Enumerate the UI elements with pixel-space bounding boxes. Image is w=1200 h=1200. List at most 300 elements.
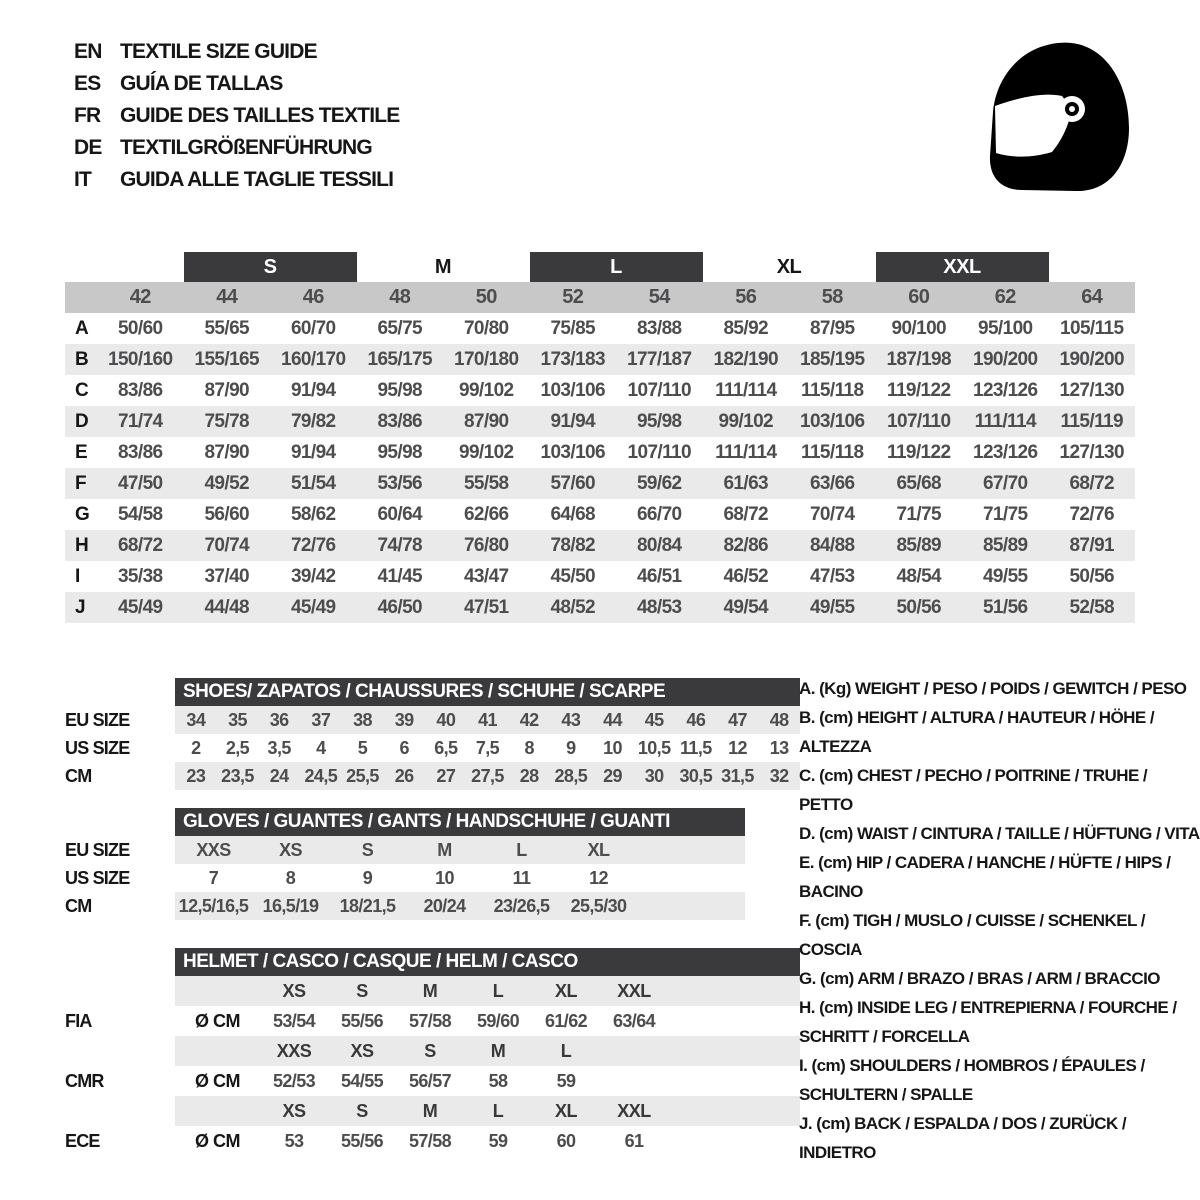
helmet-size-label: S — [356, 1100, 368, 1121]
measurement-value: 71/75 — [982, 503, 1028, 525]
measurement-value: 39/42 — [290, 565, 336, 587]
gloves-table-title: GLOVES / GUANTES / GANTS / HANDSCHUHE / GUANTI — [175, 808, 745, 836]
size-value: 7 — [208, 867, 219, 888]
helmet-value-row — [65, 1126, 800, 1156]
helmet-size-label: M — [490, 1040, 506, 1061]
size-value: 24 — [269, 765, 289, 786]
measurement-value: 74/78 — [377, 534, 423, 556]
measurement-value: 91/94 — [290, 379, 336, 401]
helmet-size-label: L — [560, 1040, 572, 1061]
measurement-value: 85/89 — [896, 534, 942, 556]
helmet-size-label: XL — [554, 1100, 577, 1121]
gloves-size-table — [65, 808, 745, 920]
helmet-size-value: 59 — [556, 1070, 576, 1091]
standard-label: FIA — [65, 1010, 92, 1031]
size-value: 37 — [311, 709, 331, 730]
measurement-value: 35/38 — [117, 565, 163, 587]
row-letter: G — [75, 503, 90, 525]
measurement-value: 170/180 — [454, 348, 519, 370]
helmet-size-value: 52/53 — [272, 1070, 316, 1091]
measurement-value: 83/86 — [377, 410, 423, 432]
measurement-row — [65, 561, 1135, 592]
measurement-row — [65, 530, 1135, 561]
size-column-header: 60 — [908, 286, 930, 308]
measurement-value: 84/88 — [809, 534, 855, 556]
helmet-size-value: 58 — [488, 1070, 508, 1091]
measurement-value: 83/86 — [117, 441, 163, 463]
measurement-value: 70/74 — [809, 503, 855, 525]
measurement-value: 107/110 — [627, 379, 691, 401]
size-row — [65, 706, 800, 734]
size-group-label: S — [184, 252, 357, 282]
size-value: 6,5 — [434, 737, 458, 758]
measurement-row — [65, 375, 1135, 406]
size-value: 39 — [394, 709, 414, 730]
measurement-value: 55/58 — [463, 472, 509, 494]
row-label: EU SIZE — [65, 839, 130, 860]
measurement-value: 59/62 — [636, 472, 682, 494]
measurement-value: 65/68 — [896, 472, 942, 494]
size-value: 11 — [512, 867, 531, 888]
size-value: 12 — [589, 867, 608, 888]
helmet-table-title: HELMET / CASCO / CASQUE / HELM / CASCO — [175, 948, 800, 976]
measurement-value: 49/55 — [982, 565, 1028, 587]
size-value: 11,5 — [680, 737, 712, 758]
language-row — [74, 100, 399, 132]
size-value: 42 — [519, 709, 539, 730]
shoes-table-title: SHOES/ ZAPATOS / CHAUSSURES / SCHUHE / SCARPE — [175, 678, 800, 706]
measurement-value: 87/91 — [1069, 534, 1115, 556]
size-value: 7,5 — [475, 737, 500, 758]
measurement-value: 63/66 — [809, 472, 855, 494]
row-letter: C — [75, 379, 89, 401]
size-value: 36 — [269, 709, 289, 730]
size-value: 44 — [603, 709, 622, 730]
size-value: 16,5/19 — [262, 895, 319, 916]
size-column-header: 42 — [129, 286, 151, 308]
legend-item: I. (cm) SHOULDERS / HOMBROS / ÉPAULES / SCHULTERN / SPALLE — [799, 1056, 1145, 1104]
size-value: 47 — [728, 709, 747, 730]
measurement-value: 47/53 — [809, 565, 855, 587]
measurement-value: 49/52 — [204, 472, 250, 494]
size-value: 30,5 — [679, 765, 713, 786]
measurement-row — [65, 313, 1135, 344]
measurement-value: 87/90 — [204, 441, 250, 463]
measurement-value: 72/76 — [1069, 503, 1115, 525]
helmet-size-value: 59/60 — [476, 1010, 520, 1031]
helmet-size-label: M — [422, 980, 438, 1001]
row-letter: A — [75, 317, 89, 339]
measurement-value: 71/75 — [896, 503, 942, 525]
racing-helmet-icon — [982, 38, 1134, 198]
size-value: 24,5 — [304, 765, 338, 786]
measurement-value: 119/122 — [887, 441, 951, 463]
helmet-size-label: S — [356, 980, 368, 1001]
helmet-size-value: 59 — [488, 1130, 508, 1151]
helmet-size-table — [65, 948, 800, 1156]
language-code: DE — [74, 136, 102, 159]
measurement-value: 75/78 — [204, 410, 250, 432]
measurement-value: 53/56 — [377, 472, 423, 494]
size-value: 23/26,5 — [493, 895, 550, 916]
measurement-value: 87/90 — [463, 410, 509, 432]
measurement-value: 91/94 — [550, 410, 596, 432]
helmet-size-value: 55/56 — [340, 1130, 384, 1151]
legend-item: H. (cm) INSIDE LEG / ENTREPIERNA / FOURCHE / SCHRITT / FORCELLA — [799, 998, 1177, 1046]
language-title-list — [74, 36, 399, 196]
size-value: 28,5 — [554, 765, 588, 786]
language-row — [74, 68, 399, 100]
measurement-value: 49/55 — [809, 596, 855, 618]
legend-item: J. (cm) BACK / ESPALDA / DOS / ZURÜCK / INDIETRO — [799, 1114, 1127, 1162]
size-value: 23,5 — [221, 765, 254, 786]
measurement-value: 72/76 — [290, 534, 336, 556]
measurement-value: 123/126 — [973, 441, 1038, 463]
size-row — [65, 762, 800, 790]
legend-item: C. (cm) CHEST / PECHO / POITRINE / TRUHE / PETTO — [799, 766, 1148, 814]
size-value: M — [437, 839, 452, 860]
helmet-size-value: 55/56 — [340, 1010, 384, 1031]
row-letter: F — [75, 472, 87, 494]
measurement-value: 105/115 — [1060, 317, 1124, 339]
language-row — [74, 36, 399, 68]
measurement-value: 62/66 — [463, 503, 509, 525]
measurement-value: 60/64 — [377, 503, 423, 525]
measurement-value: 68/72 — [1069, 472, 1115, 494]
measurement-value: 66/70 — [636, 503, 682, 525]
measurement-value: 87/95 — [809, 317, 855, 339]
measurement-value: 64/68 — [550, 503, 596, 525]
measurement-value: 50/60 — [117, 317, 163, 339]
size-value: 6 — [399, 737, 409, 758]
measurement-value: 155/165 — [194, 348, 259, 370]
measurement-value: 78/82 — [550, 534, 596, 556]
helmet-size-value: 53/54 — [272, 1010, 316, 1031]
size-column-header: 52 — [562, 286, 584, 308]
size-value: XL — [587, 839, 610, 860]
measurement-value: 185/195 — [800, 348, 865, 370]
size-value: 8 — [285, 867, 296, 888]
size-value: 2,5 — [225, 737, 250, 758]
measurement-value: 51/56 — [982, 596, 1028, 618]
helmet-size-label: XS — [350, 1040, 374, 1061]
size-value: 43 — [561, 709, 581, 730]
size-value: 23 — [186, 765, 206, 786]
measurement-value: 58/62 — [290, 503, 336, 525]
helmet-size-value: 61/62 — [544, 1010, 588, 1031]
measurement-value: 111/114 — [974, 410, 1036, 432]
language-title: GUIDE DES TAILLES TEXTILE — [120, 104, 400, 127]
measurement-value: 60/70 — [290, 317, 336, 339]
measurement-row — [65, 499, 1135, 530]
language-code: FR — [74, 104, 101, 127]
size-value: 10 — [435, 867, 454, 888]
legend-item: A. (Kg) WEIGHT / PESO / POIDS / GEWITCH / PESO — [799, 679, 1187, 698]
language-code: IT — [74, 168, 92, 191]
measurement-value: 76/80 — [463, 534, 509, 556]
legend-item: B. (cm) HEIGHT / ALTURA / HAUTEUR / HÖHE / ALTEZZA — [799, 708, 1154, 756]
measurement-value: 48/54 — [896, 565, 942, 587]
legend-item: D. (cm) WAIST / CINTURA / TAILLE / HÜFTUNG / VITA — [799, 824, 1200, 843]
measurement-value: 46/50 — [377, 596, 423, 618]
measurement-value: 80/84 — [636, 534, 682, 556]
measurement-value: 55/65 — [204, 317, 250, 339]
size-value: 40 — [436, 709, 456, 730]
language-row — [74, 132, 399, 164]
measurement-value: 85/89 — [982, 534, 1028, 556]
size-value: 18/21,5 — [339, 895, 396, 916]
measurement-legend — [799, 674, 1200, 1167]
size-value: 35 — [228, 709, 247, 730]
size-group-row — [65, 252, 1135, 282]
measurement-value: 119/122 — [887, 379, 951, 401]
measurement-value: 107/110 — [627, 441, 691, 463]
size-value: 5 — [357, 737, 368, 758]
measurement-value: 182/190 — [713, 348, 778, 370]
size-value: 29 — [603, 765, 622, 786]
helmet-size-value: 60 — [556, 1130, 576, 1151]
size-value: 12,5/16,5 — [178, 895, 249, 916]
size-value: 27,5 — [471, 765, 504, 786]
size-value: 30 — [644, 765, 664, 786]
unit-label: Ø CM — [195, 1010, 240, 1031]
measurement-value: 47/50 — [117, 472, 163, 494]
measurement-row — [65, 468, 1135, 499]
size-value: 2 — [191, 737, 201, 758]
measurement-value: 44/48 — [204, 596, 250, 618]
standard-label: CMR — [65, 1070, 104, 1091]
shoes-size-table — [65, 678, 800, 790]
helmet-size-row — [175, 1096, 800, 1126]
language-title: TEXTILE SIZE GUIDE — [120, 40, 317, 63]
measurement-value: 99/102 — [458, 441, 514, 463]
size-value: 46 — [686, 709, 706, 730]
measurement-value: 99/102 — [458, 379, 514, 401]
size-value: 9 — [362, 867, 373, 888]
standard-label: ECE — [65, 1130, 100, 1151]
measurement-value: 165/175 — [367, 348, 432, 370]
helmet-size-value: 56/57 — [408, 1070, 452, 1091]
size-value: 20/24 — [423, 895, 466, 916]
helmet-size-label: XXL — [617, 1100, 651, 1121]
measurement-value: 71/74 — [117, 410, 163, 432]
row-letter: E — [75, 441, 88, 463]
unit-label: Ø CM — [195, 1130, 240, 1151]
measurement-value: 83/88 — [636, 317, 682, 339]
size-row — [65, 892, 745, 920]
visor-pivot-center — [1069, 106, 1075, 112]
row-letter: D — [75, 410, 89, 432]
size-value: 4 — [316, 737, 326, 758]
helmet-size-label: L — [492, 980, 504, 1001]
measurement-value: 160/170 — [281, 348, 346, 370]
size-value: 3,5 — [267, 737, 291, 758]
measurement-value: 45/49 — [290, 596, 336, 618]
helmet-size-value: 57/58 — [408, 1010, 452, 1031]
measurement-value: 95/98 — [377, 379, 423, 401]
measurement-value: 46/51 — [636, 565, 682, 587]
measurement-value: 83/86 — [117, 379, 163, 401]
measurement-value: 50/56 — [1069, 565, 1115, 587]
measurement-value: 103/106 — [540, 441, 605, 463]
row-letter: H — [75, 534, 89, 556]
size-row — [65, 864, 745, 892]
textile-size-table — [65, 252, 1135, 623]
size-column-header: 64 — [1081, 286, 1103, 308]
measurement-row — [65, 406, 1135, 437]
measurement-value: 54/58 — [117, 503, 163, 525]
row-label: CM — [65, 895, 92, 916]
measurement-value: 61/63 — [723, 472, 769, 494]
helmet-size-value: 54/55 — [340, 1070, 384, 1091]
measurement-value: 45/49 — [117, 596, 163, 618]
measurement-value: 79/82 — [290, 410, 336, 432]
size-column-header: 54 — [648, 286, 670, 308]
measurement-value: 190/200 — [973, 348, 1038, 370]
size-value: 25,5 — [346, 765, 379, 786]
helmet-size-row — [175, 1036, 800, 1066]
size-value: 34 — [186, 709, 206, 730]
size-value: 9 — [566, 737, 576, 758]
size-value: L — [516, 839, 527, 860]
measurement-value: 127/130 — [1059, 441, 1124, 463]
measurement-value: 177/187 — [627, 348, 692, 370]
size-column-header: 56 — [735, 286, 757, 308]
measurement-value: 190/200 — [1059, 348, 1124, 370]
size-value: 10 — [603, 737, 622, 758]
size-value: 27 — [436, 765, 456, 786]
measurement-value: 68/72 — [117, 534, 163, 556]
language-title: GUÍA DE TALLAS — [120, 72, 283, 95]
measurement-value: 115/118 — [801, 441, 864, 463]
size-value: 38 — [353, 709, 372, 730]
legend-item: F. (cm) TIGH / MUSLO / CUISSE / SCHENKEL / COSCIA — [799, 911, 1145, 959]
helmet-size-value: 63/64 — [612, 1010, 656, 1031]
measurement-value: 115/118 — [801, 379, 864, 401]
size-value: 26 — [394, 765, 414, 786]
size-value: 8 — [524, 737, 534, 758]
measurement-value: 75/85 — [550, 317, 596, 339]
helmet-value-row — [65, 1006, 800, 1036]
measurement-value: 67/70 — [982, 472, 1028, 494]
measurement-value: 50/56 — [896, 596, 942, 618]
measurement-value: 57/60 — [550, 472, 596, 494]
size-value: 28 — [519, 765, 539, 786]
size-value: 45 — [644, 709, 664, 730]
size-value: 32 — [769, 765, 789, 786]
measurement-value: 48/53 — [636, 596, 682, 618]
helmet-size-label: S — [424, 1040, 436, 1061]
helmet-size-label: XL — [554, 980, 577, 1001]
helmet-size-row — [175, 976, 800, 1006]
size-column-header: 62 — [994, 286, 1016, 308]
row-letter: B — [75, 348, 89, 370]
size-group-label: M — [434, 255, 452, 278]
measurement-value: 103/106 — [540, 379, 605, 401]
measurement-value: 103/106 — [800, 410, 865, 432]
size-value: XXS — [196, 839, 231, 860]
size-column-header: 46 — [302, 286, 324, 308]
measurement-row — [65, 344, 1135, 375]
measurement-value: 51/54 — [290, 472, 336, 494]
language-code: EN — [74, 40, 102, 63]
language-title: GUIDA ALLE TAGLIE TESSILI — [120, 168, 394, 191]
row-letter: J — [75, 596, 86, 618]
measurement-value: 127/130 — [1059, 379, 1124, 401]
measurement-row — [65, 592, 1135, 623]
measurement-value: 111/114 — [715, 441, 777, 463]
helmet-size-label: XXS — [276, 1040, 312, 1061]
size-group-label: L — [530, 252, 703, 282]
helmet-size-value: 57/58 — [408, 1130, 452, 1151]
measurement-value: 52/58 — [1069, 596, 1115, 618]
measurement-value: 70/74 — [204, 534, 250, 556]
numeric-size-header-row — [65, 282, 1135, 313]
helmet-size-value: 61 — [624, 1130, 644, 1151]
language-code: ES — [74, 72, 101, 95]
size-value: 48 — [769, 709, 789, 730]
measurement-value: 115/119 — [1060, 410, 1123, 432]
measurement-value: 65/75 — [377, 317, 423, 339]
size-value: 41 — [478, 709, 497, 730]
size-column-header: 58 — [821, 286, 843, 308]
measurement-value: 150/160 — [108, 348, 173, 370]
measurement-value: 85/92 — [723, 317, 769, 339]
legend-item: G. (cm) ARM / BRAZO / BRAS / ARM / BRACCIO — [799, 969, 1160, 988]
measurement-value: 70/80 — [463, 317, 509, 339]
helmet-size-label: M — [422, 1100, 438, 1121]
size-row — [65, 734, 800, 762]
unit-label: Ø CM — [195, 1070, 240, 1091]
measurement-value: 49/54 — [723, 596, 769, 618]
measurement-value: 43/47 — [463, 565, 509, 587]
size-value: 25,5/30 — [570, 895, 627, 916]
measurement-value: 82/86 — [723, 534, 769, 556]
helmet-size-label: XS — [282, 1100, 306, 1121]
helmet-size-label: L — [492, 1100, 504, 1121]
measurement-value: 95/100 — [977, 317, 1033, 339]
size-value: XS — [279, 839, 302, 860]
measurement-value: 47/51 — [463, 596, 509, 618]
measurement-value: 37/40 — [204, 565, 250, 587]
helmet-value-row — [65, 1066, 800, 1096]
size-column-header: 44 — [216, 286, 238, 308]
size-group-label: XL — [776, 255, 802, 278]
legend-item: E. (cm) HIP / CADERA / HANCHE / HÜFTE / HIPS / BACINO — [799, 853, 1171, 901]
helmet-size-value: 53 — [284, 1130, 304, 1151]
size-value: 13 — [769, 737, 789, 758]
size-group-label: XXL — [876, 252, 1049, 282]
measurement-value: 87/90 — [204, 379, 250, 401]
measurement-value: 187/198 — [886, 348, 951, 370]
row-label: EU SIZE — [65, 709, 130, 730]
language-row — [74, 164, 399, 196]
measurement-value: 90/100 — [891, 317, 946, 339]
measurement-value: 45/50 — [550, 565, 596, 587]
measurement-row — [65, 437, 1135, 468]
row-label: US SIZE — [65, 737, 130, 758]
measurement-value: 41/45 — [377, 565, 423, 587]
size-row — [65, 836, 745, 864]
row-label: CM — [65, 765, 92, 786]
measurement-value: 48/52 — [550, 596, 596, 618]
size-column-header: 50 — [475, 286, 497, 308]
language-title: TEXTILGRÖßENFÜHRUNG — [120, 136, 372, 159]
measurement-value: 99/102 — [718, 410, 773, 432]
row-label: US SIZE — [65, 867, 130, 888]
measurement-value: 95/98 — [377, 441, 423, 463]
measurement-value: 46/52 — [723, 565, 769, 587]
